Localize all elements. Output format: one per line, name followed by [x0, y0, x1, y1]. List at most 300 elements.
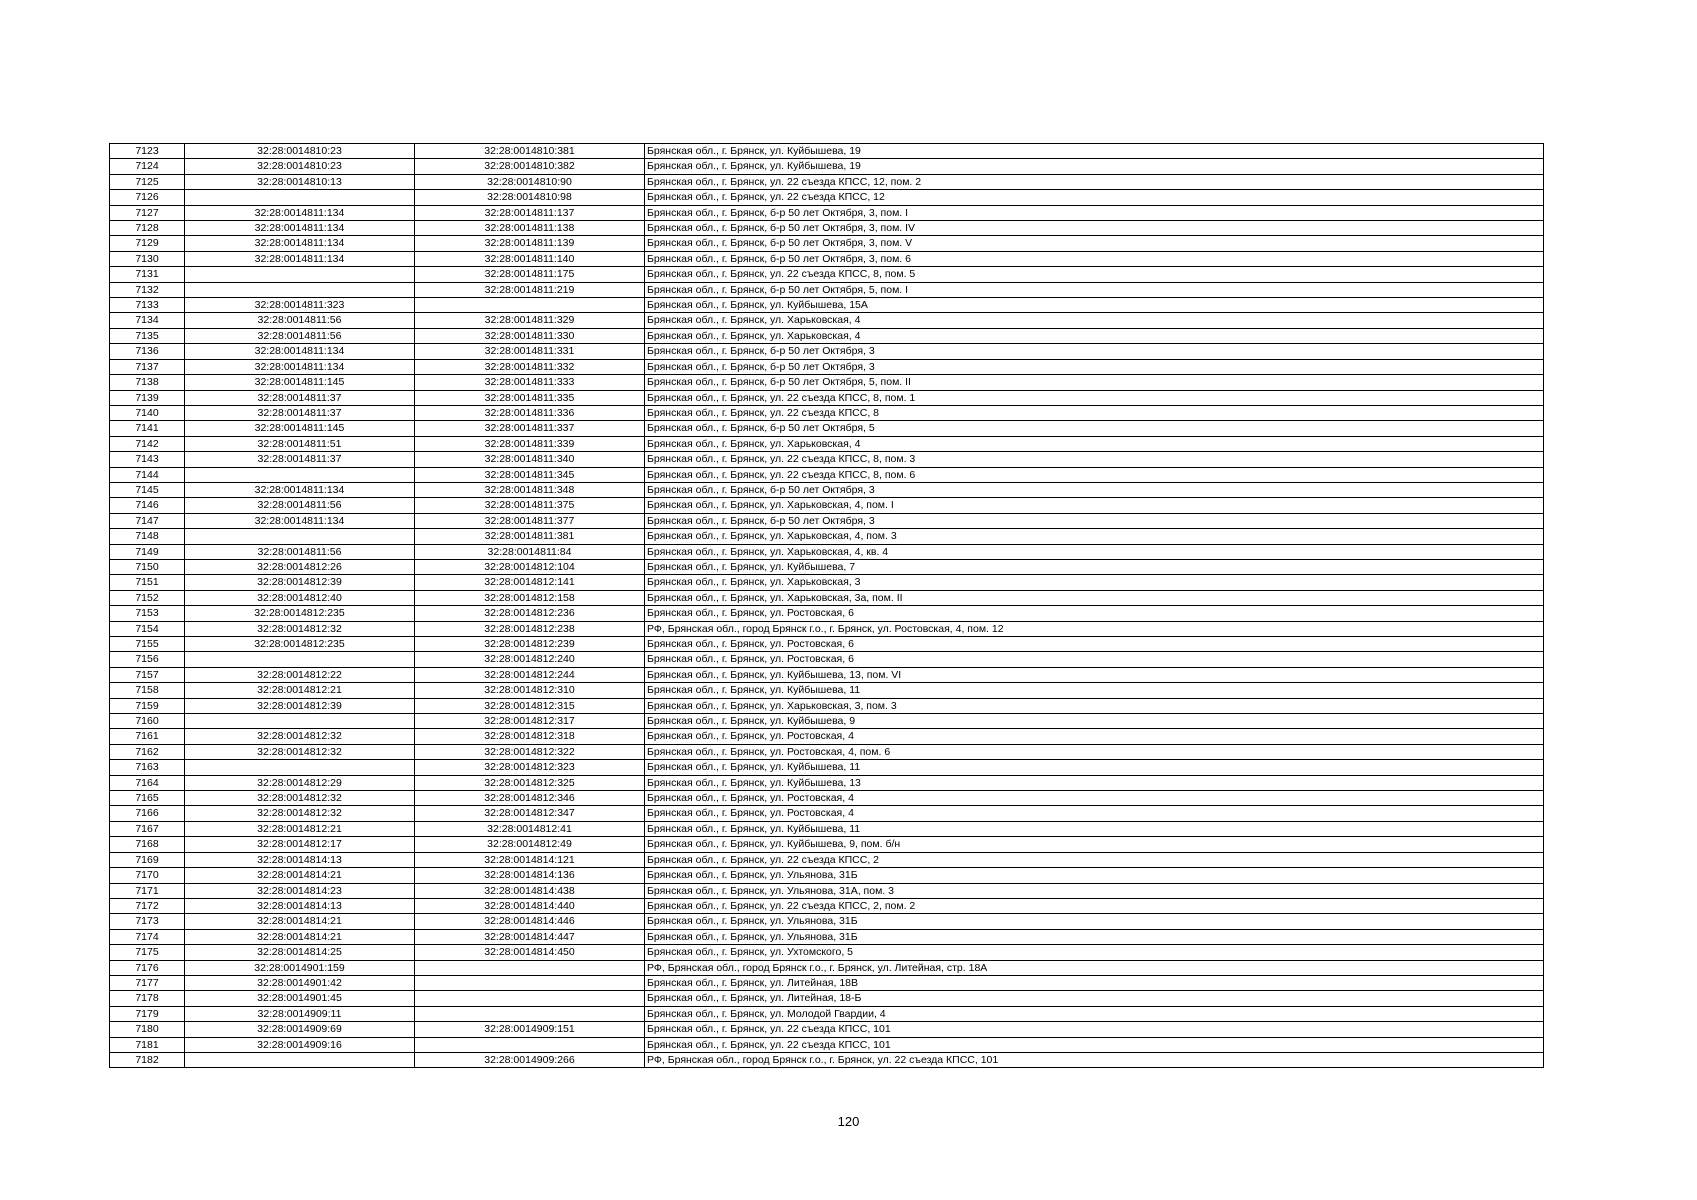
land-parcel-number-cell: 32:28:0014811:37	[185, 405, 415, 420]
object-number-cell	[415, 991, 645, 1006]
row-number-cell: 7124	[110, 159, 185, 174]
object-number-cell: 32:28:0014812:49	[415, 837, 645, 852]
land-parcel-number-cell: 32:28:0014811:134	[185, 236, 415, 251]
object-number-cell: 32:28:0014812:238	[415, 621, 645, 636]
table-row	[110, 298, 1544, 313]
address-cell: Брянская обл., г. Брянск, ул. Куйбышева, 19	[645, 159, 1544, 174]
row-number-cell: 7128	[110, 221, 185, 236]
table-row	[110, 1052, 1544, 1067]
address-cell: Брянская обл., г. Брянск, ул. Ухтомского, 5	[645, 945, 1544, 960]
object-number-cell: 32:28:0014812:346	[415, 791, 645, 806]
land-parcel-number-cell: 32:28:0014811:134	[185, 344, 415, 359]
table-row	[110, 960, 1544, 975]
row-number-cell: 7131	[110, 267, 185, 282]
object-number-cell: 32:28:0014811:329	[415, 313, 645, 328]
address-cell: Брянская обл., г. Брянск, б-р 50 лет Октября, 3	[645, 344, 1544, 359]
object-number-cell: 32:28:0014811:335	[415, 390, 645, 405]
table-row	[110, 221, 1544, 236]
row-number-cell: 7138	[110, 375, 185, 390]
row-number-cell: 7180	[110, 1022, 185, 1037]
row-number-cell: 7132	[110, 282, 185, 297]
object-number-cell: 32:28:0014812:236	[415, 606, 645, 621]
row-number-cell: 7154	[110, 621, 185, 636]
address-cell: Брянская обл., г. Брянск, ул. Харьковская, 4	[645, 328, 1544, 343]
records-table	[109, 143, 1544, 1068]
address-cell: Брянская обл., г. Брянск, ул. Куйбышева, 9, пом. б/н	[645, 837, 1544, 852]
row-number-cell: 7169	[110, 852, 185, 867]
address-cell: Брянская обл., г. Брянск, ул. 22 съезда КПСС, 8	[645, 405, 1544, 420]
table-row	[110, 991, 1544, 1006]
row-number-cell: 7159	[110, 698, 185, 713]
table-row	[110, 452, 1544, 467]
object-number-cell: 32:28:0014909:266	[415, 1052, 645, 1067]
address-cell: Брянская обл., г. Брянск, ул. Литейная, 18В	[645, 975, 1544, 990]
table-row	[110, 729, 1544, 744]
table-row	[110, 174, 1544, 189]
row-number-cell: 7176	[110, 960, 185, 975]
table-row	[110, 590, 1544, 605]
row-number-cell: 7147	[110, 513, 185, 528]
land-parcel-number-cell: 32:28:0014812:40	[185, 590, 415, 605]
table-row	[110, 1022, 1544, 1037]
land-parcel-number-cell: 32:28:0014812:29	[185, 775, 415, 790]
table-row	[110, 929, 1544, 944]
row-number-cell: 7177	[110, 975, 185, 990]
row-number-cell: 7141	[110, 421, 185, 436]
object-number-cell: 32:28:0014814:440	[415, 898, 645, 913]
row-number-cell: 7165	[110, 791, 185, 806]
address-cell: Брянская обл., г. Брянск, ул. Ульянова, 31Б	[645, 868, 1544, 883]
records-body	[110, 144, 1544, 1068]
land-parcel-number-cell	[185, 190, 415, 205]
row-number-cell: 7161	[110, 729, 185, 744]
object-number-cell: 32:28:0014812:325	[415, 775, 645, 790]
table-row	[110, 159, 1544, 174]
object-number-cell: 32:28:0014811:332	[415, 359, 645, 374]
land-parcel-number-cell: 32:28:0014909:69	[185, 1022, 415, 1037]
row-number-cell: 7153	[110, 606, 185, 621]
row-number-cell: 7162	[110, 744, 185, 759]
table-row	[110, 544, 1544, 559]
table-row	[110, 205, 1544, 220]
table-row	[110, 390, 1544, 405]
address-cell: Брянская обл., г. Брянск, ул. Куйбышева, 7	[645, 559, 1544, 574]
table-row	[110, 883, 1544, 898]
address-cell: РФ, Брянская обл., город Брянск г.о., г. Брянск, ул. 22 съезда КПСС, 101	[645, 1052, 1544, 1067]
land-parcel-number-cell: 32:28:0014901:45	[185, 991, 415, 1006]
object-number-cell: 32:28:0014812:322	[415, 744, 645, 759]
land-parcel-number-cell: 32:28:0014810:13	[185, 174, 415, 189]
table-row	[110, 821, 1544, 836]
object-number-cell	[415, 1006, 645, 1021]
row-number-cell: 7167	[110, 821, 185, 836]
table-row	[110, 559, 1544, 574]
land-parcel-number-cell: 32:28:0014812:32	[185, 729, 415, 744]
land-parcel-number-cell: 32:28:0014812:32	[185, 621, 415, 636]
table-row	[110, 852, 1544, 867]
row-number-cell: 7133	[110, 298, 185, 313]
object-number-cell: 32:28:0014814:446	[415, 914, 645, 929]
land-parcel-number-cell: 32:28:0014814:21	[185, 914, 415, 929]
address-cell: Брянская обл., г. Брянск, ул. Ульянова, 31Б	[645, 914, 1544, 929]
table-row	[110, 421, 1544, 436]
land-parcel-number-cell: 32:28:0014811:323	[185, 298, 415, 313]
row-number-cell: 7163	[110, 760, 185, 775]
row-number-cell: 7164	[110, 775, 185, 790]
object-number-cell: 32:28:0014812:244	[415, 667, 645, 682]
object-number-cell: 32:28:0014812:318	[415, 729, 645, 744]
row-number-cell: 7127	[110, 205, 185, 220]
address-cell: Брянская обл., г. Брянск, ул. Харьковская, 4, пом. I	[645, 498, 1544, 513]
address-cell: Брянская обл., г. Брянск, ул. 22 съезда КПСС, 8, пом. 6	[645, 467, 1544, 482]
address-cell: Брянская обл., г. Брянск, б-р 50 лет Октября, 5, пом. I	[645, 282, 1544, 297]
table-row	[110, 652, 1544, 667]
land-parcel-number-cell: 32:28:0014811:134	[185, 359, 415, 374]
land-parcel-number-cell: 32:28:0014811:37	[185, 390, 415, 405]
row-number-cell: 7174	[110, 929, 185, 944]
row-number-cell: 7152	[110, 590, 185, 605]
address-cell: Брянская обл., г. Брянск, ул. 22 съезда КПСС, 2, пом. 2	[645, 898, 1544, 913]
table-row	[110, 683, 1544, 698]
land-parcel-number-cell	[185, 282, 415, 297]
object-number-cell: 32:28:0014814:121	[415, 852, 645, 867]
object-number-cell: 32:28:0014812:317	[415, 714, 645, 729]
object-number-cell: 32:28:0014811:140	[415, 251, 645, 266]
address-cell: Брянская обл., г. Брянск, ул. Харьковская, 3, пом. 3	[645, 698, 1544, 713]
object-number-cell: 32:28:0014811:336	[415, 405, 645, 420]
object-number-cell: 32:28:0014810:98	[415, 190, 645, 205]
land-parcel-number-cell: 32:28:0014812:21	[185, 821, 415, 836]
object-number-cell: 32:28:0014814:447	[415, 929, 645, 944]
object-number-cell: 32:28:0014814:136	[415, 868, 645, 883]
table-row	[110, 328, 1544, 343]
row-number-cell: 7149	[110, 544, 185, 559]
land-parcel-number-cell: 32:28:0014810:23	[185, 159, 415, 174]
object-number-cell: 32:28:0014814:438	[415, 883, 645, 898]
row-number-cell: 7145	[110, 482, 185, 497]
row-number-cell: 7182	[110, 1052, 185, 1067]
table-row	[110, 344, 1544, 359]
table-row	[110, 236, 1544, 251]
address-cell: Брянская обл., г. Брянск, ул. Куйбышева, 11	[645, 683, 1544, 698]
row-number-cell: 7171	[110, 883, 185, 898]
table-row	[110, 714, 1544, 729]
address-cell: Брянская обл., г. Брянск, ул. Куйбышева, 15А	[645, 298, 1544, 313]
table-row	[110, 744, 1544, 759]
row-number-cell: 7172	[110, 898, 185, 913]
address-cell: Брянская обл., г. Брянск, ул. 22 съезда КПСС, 8, пом. 5	[645, 267, 1544, 282]
address-cell: Брянская обл., г. Брянск, ул. Харьковская, 4, кв. 4	[645, 544, 1544, 559]
land-parcel-number-cell: 32:28:0014901:42	[185, 975, 415, 990]
land-parcel-number-cell	[185, 760, 415, 775]
land-parcel-number-cell	[185, 1052, 415, 1067]
object-number-cell: 32:28:0014909:151	[415, 1022, 645, 1037]
row-number-cell: 7170	[110, 868, 185, 883]
table-row	[110, 806, 1544, 821]
address-cell: Брянская обл., г. Брянск, ул. Литейная, 18-Б	[645, 991, 1544, 1006]
row-number-cell: 7160	[110, 714, 185, 729]
land-parcel-number-cell: 32:28:0014811:56	[185, 313, 415, 328]
object-number-cell: 32:28:0014810:381	[415, 144, 645, 159]
object-number-cell: 32:28:0014812:158	[415, 590, 645, 605]
table-row	[110, 498, 1544, 513]
address-cell: Брянская обл., г. Брянск, б-р 50 лет Октября, 3, пом. 6	[645, 251, 1544, 266]
land-parcel-number-cell: 32:28:0014909:11	[185, 1006, 415, 1021]
row-number-cell: 7137	[110, 359, 185, 374]
address-cell: Брянская обл., г. Брянск, ул. Харьковская, 4	[645, 313, 1544, 328]
land-parcel-number-cell	[185, 652, 415, 667]
table-row	[110, 868, 1544, 883]
object-number-cell	[415, 298, 645, 313]
object-number-cell: 32:28:0014812:347	[415, 806, 645, 821]
address-cell: Брянская обл., г. Брянск, ул. Куйбышева, 19	[645, 144, 1544, 159]
land-parcel-number-cell: 32:28:0014811:37	[185, 452, 415, 467]
object-number-cell: 32:28:0014811:348	[415, 482, 645, 497]
address-cell: Брянская обл., г. Брянск, б-р 50 лет Октября, 3, пом. V	[645, 236, 1544, 251]
land-parcel-number-cell: 32:28:0014812:32	[185, 791, 415, 806]
address-cell: Брянская обл., г. Брянск, б-р 50 лет Октября, 3, пом. IV	[645, 221, 1544, 236]
address-cell: Брянская обл., г. Брянск, ул. Ростовская, 4	[645, 791, 1544, 806]
object-number-cell: 32:28:0014810:90	[415, 174, 645, 189]
address-cell: Брянская обл., г. Брянск, б-р 50 лет Октября, 3	[645, 513, 1544, 528]
object-number-cell: 32:28:0014812:240	[415, 652, 645, 667]
row-number-cell: 7142	[110, 436, 185, 451]
address-cell: РФ, Брянская обл., город Брянск г.о., г. Брянск, ул. Ростовская, 4, пом. 12	[645, 621, 1544, 636]
object-number-cell: 32:28:0014811:138	[415, 221, 645, 236]
land-parcel-number-cell: 32:28:0014814:21	[185, 929, 415, 944]
object-number-cell: 32:28:0014812:104	[415, 559, 645, 574]
table-row	[110, 529, 1544, 544]
address-cell: Брянская обл., г. Брянск, ул. 22 съезда КПСС, 101	[645, 1022, 1544, 1037]
address-cell: Брянская обл., г. Брянск, б-р 50 лет Октября, 5	[645, 421, 1544, 436]
row-number-cell: 7146	[110, 498, 185, 513]
address-cell: Брянская обл., г. Брянск, б-р 50 лет Октября, 3	[645, 482, 1544, 497]
land-parcel-number-cell	[185, 714, 415, 729]
table-row	[110, 1037, 1544, 1052]
table-row	[110, 914, 1544, 929]
object-number-cell: 32:28:0014811:137	[415, 205, 645, 220]
row-number-cell: 7168	[110, 837, 185, 852]
land-parcel-number-cell: 32:28:0014812:235	[185, 606, 415, 621]
object-number-cell: 32:28:0014811:331	[415, 344, 645, 359]
address-cell: Брянская обл., г. Брянск, ул. Ульянова, 31А, пом. 3	[645, 883, 1544, 898]
land-parcel-number-cell: 32:28:0014811:145	[185, 375, 415, 390]
land-parcel-number-cell: 32:28:0014812:39	[185, 698, 415, 713]
table-row	[110, 190, 1544, 205]
row-number-cell: 7179	[110, 1006, 185, 1021]
object-number-cell: 32:28:0014811:340	[415, 452, 645, 467]
row-number-cell: 7157	[110, 667, 185, 682]
address-cell: Брянская обл., г. Брянск, ул. Ульянова, 31Б	[645, 929, 1544, 944]
land-parcel-number-cell: 32:28:0014909:16	[185, 1037, 415, 1052]
row-number-cell: 7136	[110, 344, 185, 359]
land-parcel-number-cell: 32:28:0014812:26	[185, 559, 415, 574]
table-row	[110, 975, 1544, 990]
object-number-cell: 32:28:0014811:345	[415, 467, 645, 482]
object-number-cell: 32:28:0014811:139	[415, 236, 645, 251]
row-number-cell: 7126	[110, 190, 185, 205]
address-cell: Брянская обл., г. Брянск, ул. Молодой Гвардии, 4	[645, 1006, 1544, 1021]
table-row	[110, 837, 1544, 852]
land-parcel-number-cell: 32:28:0014811:134	[185, 251, 415, 266]
row-number-cell: 7125	[110, 174, 185, 189]
table-row	[110, 667, 1544, 682]
table-row	[110, 436, 1544, 451]
table-row	[110, 513, 1544, 528]
address-cell: Брянская обл., г. Брянск, ул. Ростовская, 6	[645, 652, 1544, 667]
table-row	[110, 251, 1544, 266]
address-cell: Брянская обл., г. Брянск, ул. Куйбышева, 11	[645, 821, 1544, 836]
land-parcel-number-cell: 32:28:0014811:145	[185, 421, 415, 436]
land-parcel-number-cell: 32:28:0014814:13	[185, 852, 415, 867]
land-parcel-number-cell: 32:28:0014811:56	[185, 544, 415, 559]
address-cell: Брянская обл., г. Брянск, ул. Куйбышева, 11	[645, 760, 1544, 775]
table-row	[110, 606, 1544, 621]
row-number-cell: 7166	[110, 806, 185, 821]
row-number-cell: 7144	[110, 467, 185, 482]
row-number-cell: 7135	[110, 328, 185, 343]
land-parcel-number-cell: 32:28:0014814:25	[185, 945, 415, 960]
table-row	[110, 698, 1544, 713]
object-number-cell: 32:28:0014811:175	[415, 267, 645, 282]
address-cell: Брянская обл., г. Брянск, ул. 22 съезда КПСС, 12, пом. 2	[645, 174, 1544, 189]
land-parcel-number-cell: 32:28:0014812:39	[185, 575, 415, 590]
address-cell: Брянская обл., г. Брянск, ул. 22 съезда КПСС, 2	[645, 852, 1544, 867]
address-cell: Брянская обл., г. Брянск, ул. Харьковская, 4, пом. 3	[645, 529, 1544, 544]
row-number-cell: 7140	[110, 405, 185, 420]
land-parcel-number-cell: 32:28:0014901:159	[185, 960, 415, 975]
land-parcel-number-cell: 32:28:0014812:32	[185, 744, 415, 759]
address-cell: Брянская обл., г. Брянск, ул. Харьковская, 3а, пом. II	[645, 590, 1544, 605]
land-parcel-number-cell: 32:28:0014811:134	[185, 482, 415, 497]
object-number-cell: 32:28:0014812:239	[415, 637, 645, 652]
object-number-cell	[415, 1037, 645, 1052]
object-number-cell: 32:28:0014812:323	[415, 760, 645, 775]
row-number-cell: 7139	[110, 390, 185, 405]
object-number-cell: 32:28:0014811:219	[415, 282, 645, 297]
land-parcel-number-cell: 32:28:0014811:56	[185, 328, 415, 343]
address-cell: Брянская обл., г. Брянск, ул. Ростовская, 4, пом. 6	[645, 744, 1544, 759]
row-number-cell: 7130	[110, 251, 185, 266]
object-number-cell: 32:28:0014811:333	[415, 375, 645, 390]
row-number-cell: 7143	[110, 452, 185, 467]
address-cell: РФ, Брянская обл., город Брянск г.о., г. Брянск, ул. Литейная, стр. 18А	[645, 960, 1544, 975]
table-row	[110, 375, 1544, 390]
row-number-cell: 7148	[110, 529, 185, 544]
row-number-cell: 7181	[110, 1037, 185, 1052]
page-number: 120	[837, 1114, 860, 1129]
object-number-cell: 32:28:0014814:450	[415, 945, 645, 960]
object-number-cell	[415, 975, 645, 990]
address-cell: Брянская обл., г. Брянск, ул. Куйбышева, 13	[645, 775, 1544, 790]
table-row	[110, 637, 1544, 652]
row-number-cell: 7173	[110, 914, 185, 929]
object-number-cell: 32:28:0014812:41	[415, 821, 645, 836]
table-row	[110, 898, 1544, 913]
object-number-cell: 32:28:0014811:377	[415, 513, 645, 528]
row-number-cell: 7158	[110, 683, 185, 698]
address-cell: Брянская обл., г. Брянск, ул. Ростовская, 4	[645, 806, 1544, 821]
object-number-cell: 32:28:0014811:337	[415, 421, 645, 436]
row-number-cell: 7178	[110, 991, 185, 1006]
object-number-cell	[415, 960, 645, 975]
land-parcel-number-cell: 32:28:0014812:22	[185, 667, 415, 682]
address-cell: Брянская обл., г. Брянск, ул. Куйбышева, 13, пом. VI	[645, 667, 1544, 682]
address-cell: Брянская обл., г. Брянск, ул. 22 съезда КПСС, 8, пом. 3	[645, 452, 1544, 467]
table-row	[110, 267, 1544, 282]
object-number-cell: 32:28:0014812:141	[415, 575, 645, 590]
address-cell: Брянская обл., г. Брянск, б-р 50 лет Октября, 3, пом. I	[645, 205, 1544, 220]
object-number-cell: 32:28:0014812:315	[415, 698, 645, 713]
address-cell: Брянская обл., г. Брянск, ул. 22 съезда КПСС, 101	[645, 1037, 1544, 1052]
row-number-cell: 7134	[110, 313, 185, 328]
object-number-cell: 32:28:0014811:339	[415, 436, 645, 451]
land-parcel-number-cell: 32:28:0014812:32	[185, 806, 415, 821]
address-cell: Брянская обл., г. Брянск, ул. Харьковская, 4	[645, 436, 1544, 451]
table-row	[110, 575, 1544, 590]
table-row	[110, 791, 1544, 806]
table-row	[110, 144, 1544, 159]
land-parcel-number-cell	[185, 267, 415, 282]
land-parcel-number-cell: 32:28:0014814:13	[185, 898, 415, 913]
table-row	[110, 467, 1544, 482]
row-number-cell: 7156	[110, 652, 185, 667]
land-parcel-number-cell: 32:28:0014814:21	[185, 868, 415, 883]
row-number-cell: 7175	[110, 945, 185, 960]
row-number-cell: 7151	[110, 575, 185, 590]
address-cell: Брянская обл., г. Брянск, ул. Ростовская, 6	[645, 637, 1544, 652]
address-cell: Брянская обл., г. Брянск, ул. Харьковская, 3	[645, 575, 1544, 590]
address-cell: Брянская обл., г. Брянск, ул. 22 съезда КПСС, 12	[645, 190, 1544, 205]
land-parcel-number-cell: 32:28:0014814:23	[185, 883, 415, 898]
land-parcel-number-cell: 32:28:0014812:21	[185, 683, 415, 698]
land-parcel-number-cell: 32:28:0014811:56	[185, 498, 415, 513]
land-parcel-number-cell: 32:28:0014811:134	[185, 513, 415, 528]
object-number-cell: 32:28:0014811:375	[415, 498, 645, 513]
row-number-cell: 7129	[110, 236, 185, 251]
land-parcel-number-cell: 32:28:0014810:23	[185, 144, 415, 159]
land-parcel-number-cell: 32:28:0014812:17	[185, 837, 415, 852]
address-cell: Брянская обл., г. Брянск, ул. 22 съезда КПСС, 8, пом. 1	[645, 390, 1544, 405]
table-row	[110, 359, 1544, 374]
land-parcel-number-cell	[185, 467, 415, 482]
address-cell: Брянская обл., г. Брянск, ул. Ростовская, 4	[645, 729, 1544, 744]
land-parcel-number-cell: 32:28:0014811:134	[185, 221, 415, 236]
table-row	[110, 945, 1544, 960]
table-row	[110, 775, 1544, 790]
land-parcel-number-cell: 32:28:0014811:134	[185, 205, 415, 220]
land-parcel-number-cell	[185, 529, 415, 544]
row-number-cell: 7155	[110, 637, 185, 652]
address-cell: Брянская обл., г. Брянск, ул. Ростовская, 6	[645, 606, 1544, 621]
object-number-cell: 32:28:0014810:382	[415, 159, 645, 174]
table-row	[110, 405, 1544, 420]
address-cell: Брянская обл., г. Брянск, б-р 50 лет Октября, 5, пом. II	[645, 375, 1544, 390]
address-cell: Брянская обл., г. Брянск, б-р 50 лет Октября, 3	[645, 359, 1544, 374]
row-number-cell: 7123	[110, 144, 185, 159]
table-row	[110, 1006, 1544, 1021]
row-number-cell: 7150	[110, 559, 185, 574]
object-number-cell: 32:28:0014811:84	[415, 544, 645, 559]
land-parcel-number-cell: 32:28:0014811:51	[185, 436, 415, 451]
object-number-cell: 32:28:0014812:310	[415, 683, 645, 698]
land-parcel-number-cell: 32:28:0014812:235	[185, 637, 415, 652]
table-row	[110, 282, 1544, 297]
object-number-cell: 32:28:0014811:381	[415, 529, 645, 544]
table-row	[110, 313, 1544, 328]
table-row	[110, 482, 1544, 497]
object-number-cell: 32:28:0014811:330	[415, 328, 645, 343]
